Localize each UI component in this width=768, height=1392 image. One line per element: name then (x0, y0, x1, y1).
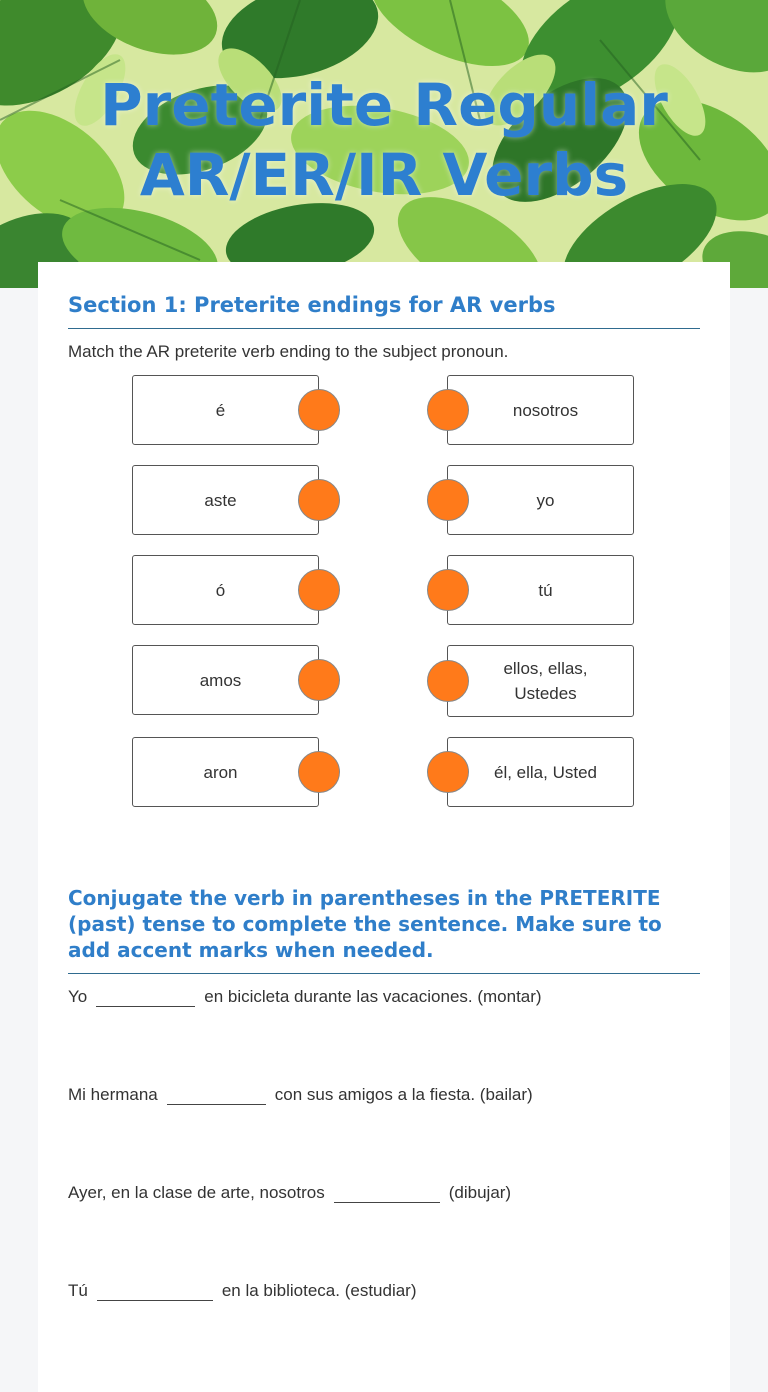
sentence-row (68, 1180, 511, 1203)
match-right-connector[interactable] (427, 479, 469, 521)
page-title-line1: Preterite Regular (100, 71, 668, 139)
match-right-label: yo (536, 490, 555, 510)
section1-title: Section 1: Preterite endings for AR verbs (68, 290, 700, 329)
sentence-before: Ayer, en la clase de arte, nosotros (68, 1183, 325, 1202)
match-left-label: ó (215, 580, 226, 600)
worksheet-card (38, 262, 730, 1392)
sentence-after: con sus amigos a la fiesta. (bailar) (274, 1085, 533, 1104)
answer-blank[interactable] (96, 984, 195, 1007)
match-right-item[interactable] (447, 737, 634, 807)
header-banner (0, 0, 768, 288)
match-right-label: nosotros (512, 400, 579, 420)
sentence-after: en la biblioteca. (estudiar) (221, 1281, 417, 1300)
match-left-connector[interactable] (298, 569, 340, 611)
section1-instructions: Match the AR preterite verb ending to the subject pronoun. (68, 342, 509, 361)
match-left-connector[interactable] (298, 659, 340, 701)
match-right-connector[interactable] (427, 569, 469, 611)
match-right-connector[interactable] (427, 751, 469, 793)
page-title (0, 70, 768, 210)
match-left-label: aron (203, 762, 238, 782)
match-left-item[interactable] (132, 645, 319, 715)
match-left-item[interactable] (132, 465, 319, 535)
answer-blank[interactable] (167, 1082, 266, 1105)
match-left-item[interactable] (132, 555, 319, 625)
match-right-label: tú (538, 580, 553, 600)
match-right-label: ellos, ellas, Ustedes (503, 659, 588, 703)
match-left-item[interactable] (132, 375, 319, 445)
section2-title: Conjugate the verb in parentheses in the PRETERITE (past) tense to complete the sentence. Make sure to add accent marks when needed. (68, 885, 700, 974)
match-left-item[interactable] (132, 737, 319, 807)
sentence-after: (dibujar) (448, 1183, 512, 1202)
sentence-row (68, 1278, 417, 1301)
match-right-item[interactable] (447, 645, 634, 717)
answer-blank[interactable] (97, 1278, 213, 1301)
sentence-before: Yo (68, 987, 88, 1006)
sentence-after: en bicicleta durante las vacaciones. (montar) (204, 987, 542, 1006)
match-right-label: él, ella, Usted (494, 762, 597, 782)
match-right-item[interactable] (447, 375, 634, 445)
match-right-connector[interactable] (427, 660, 469, 702)
match-left-label: aste (204, 490, 237, 510)
sentence-before: Mi hermana (68, 1085, 158, 1104)
page-title-line2: AR/ER/IR Verbs (139, 141, 629, 209)
match-right-connector[interactable] (427, 389, 469, 431)
sentence-row (68, 984, 542, 1007)
match-left-connector[interactable] (298, 389, 340, 431)
match-left-connector[interactable] (298, 479, 340, 521)
sentence-before: Tú (68, 1281, 88, 1300)
match-left-label: amos (199, 670, 242, 690)
match-left-connector[interactable] (298, 751, 340, 793)
answer-blank[interactable] (334, 1180, 440, 1203)
match-left-label: é (215, 400, 226, 420)
sentence-row (68, 1082, 533, 1105)
match-right-item[interactable] (447, 555, 634, 625)
match-right-item[interactable] (447, 465, 634, 535)
